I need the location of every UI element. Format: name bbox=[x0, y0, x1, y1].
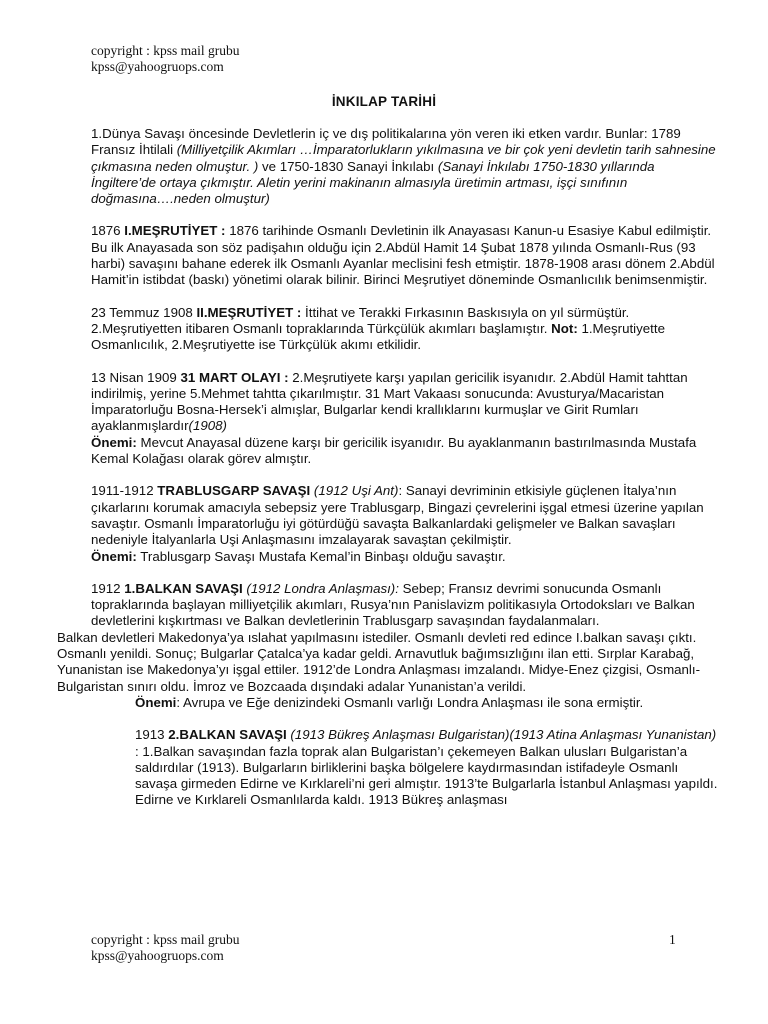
paragraph-31-march-incident bbox=[57, 370, 722, 435]
text: 2.Meşrutiyete karşı yapılan gericilik isyanıdır. 2.Abdül Hamit tahttan indirilmiş, yerine 5.Mehmet tahtta çıkarılmıştır. 31 Mart Vakaası sonucunda: Avusturya/Macaristan İmparatorluğu Bosna-Hersek’i almışlar, Bulgarlar kendi krallıklarını kurmuşlar ve Girit Rumları ayaklanmışlardır bbox=[91, 369, 688, 434]
section-heading: 31 MART OLAYI : bbox=[180, 369, 289, 385]
year: 1911-1912 bbox=[91, 483, 158, 499]
section-heading: 2.BALKAN SAVAŞI bbox=[168, 727, 287, 743]
italic-text: (1912 Londra Anlaşması): bbox=[242, 580, 399, 596]
text: Mevcut Anayasal düzene karşı bir gericilik isyanıdır. Bu ayaklanmanın bastırılmasında Mustafa Kemal Kolağası olarak görev almıştır. bbox=[91, 434, 697, 467]
page-title: İNKILAP TARİHİ bbox=[331, 94, 437, 109]
text: : Avrupa ve Eğe denizindeki Osmanlı varlığı Londra Anlaşması ile sona ermiştir. bbox=[176, 694, 644, 710]
paragraph-tripoli-importance bbox=[57, 549, 722, 565]
header-copyright: copyright : kpss mail grubu bbox=[91, 43, 240, 58]
italic-text: (1912 Uşi Ant) bbox=[310, 483, 399, 499]
section-heading: I.MEŞRUTİYET : bbox=[124, 223, 226, 239]
footer-copyright: copyright : kpss mail grubu bbox=[91, 932, 240, 947]
italic-text: (Milliyetçilik Akımları …İmparatorlukların yıkılmasına ve bir çok yeni devletin tarih sahnesine çıkmasına neden olmuştur. ) bbox=[91, 142, 716, 174]
italic-text: (1913 Bükreş Anlaşması Bulgaristan)(1913 Atina Anlaşması Yunanistan) bbox=[286, 727, 717, 743]
text: 1.Dünya Savaşı öncesinde Devletlerin iç ve dış politikalarına yön veren iki etken vardır. Bunlar: 1789 Fransız İhtilali bbox=[91, 126, 681, 158]
italic-text: (1908) bbox=[188, 418, 227, 434]
text: İttihat ve Terakki Fırkasının Baskısıyla on yıl sürmüştür. 2.Meşrutiyetten itibaren Osmanlı topraklarında Türkçülük akımları başlamıştır. bbox=[91, 304, 630, 336]
text: 1876 tarihinde Osmanlı Devletinin ilk Anayasası Kanun-u Esasiye Kabul edilmiştir. Bu ilk Anayasada son söz padişahın olduğu için 2.Abdül Hamit 14 Şubat 1878 yılında Osmanlı-Rus (93 harbi) savaşını bahane ederek ilk Osmanlı Ayanlar meclisini fesh etmiştir. 1878-1908 arası dönem 2.Abdül Hamit’in istibdat (baskı) yönetimi olarak bilinir. Birinci Meşrutiyet döneminde Osmanlıcılık benimsenmiştir. bbox=[91, 223, 715, 288]
year: 13 Nisan 1909 bbox=[91, 369, 181, 385]
text: ve 1750-1830 Sanayi İnkılabı bbox=[258, 158, 438, 174]
text: 1.Meşrutiyette Osmanlıcılık, 2.Meşrutiyette ise Türkçülük akımı etkilidir. bbox=[91, 320, 665, 353]
page-number: 1 bbox=[669, 932, 676, 947]
text: Sebep; Fransız devrimi sonucunda Osmanlı topraklarında başlayan milliyetçilik akımları, Rusya’nın Panislavizm politikasıyla Ortodoksları ve Balkan devletlerini kışkırtması ve Balkan devletlerinin Trablusgarp savaşından faydalanmaları. bbox=[91, 580, 695, 629]
year: 1912 bbox=[91, 580, 125, 596]
italic-text: (Sanayi İnkılabı 1750-1830 yıllarında İngiltere’de ortaya çıkmıştır. Aletin yerini makinanın almasıyla üretimin artması, işçi sınıfının doğmasına….neden olmuştur) bbox=[91, 158, 655, 207]
paragraph-second-constitutional-era bbox=[57, 305, 722, 354]
paragraph-second-balkan-war bbox=[57, 727, 722, 808]
footer-email: kpss@yahoogruops.com bbox=[91, 948, 224, 963]
header-email: kpss@yahoogruops.com bbox=[91, 59, 224, 74]
page-footer bbox=[91, 932, 691, 964]
document-body bbox=[57, 126, 722, 825]
section-heading: 1.BALKAN SAVAŞI bbox=[124, 580, 243, 596]
year: 1913 bbox=[135, 727, 169, 743]
paragraph-31-march-importance bbox=[57, 435, 722, 468]
section-heading: II.MEŞRUTİYET : bbox=[196, 304, 302, 320]
paragraph-first-constitutional-era bbox=[57, 223, 722, 288]
text: Trablusgarp Savaşı Mustafa Kemal’in Binbaşı olduğu savaştır. bbox=[136, 548, 506, 564]
importance-label: Önemi: bbox=[91, 548, 137, 564]
year: 1876 bbox=[91, 223, 125, 239]
page-header bbox=[91, 43, 240, 75]
paragraph-first-balkan-war-importance bbox=[57, 695, 722, 711]
section-heading: TRABLUSGARP SAVAŞI bbox=[157, 483, 311, 499]
paragraph-first-balkan-war bbox=[57, 581, 722, 630]
note-label: Not: bbox=[551, 320, 578, 336]
paragraph-first-balkan-war-details: Balkan devletleri Makedonya’ya ıslahat yapılmasını istediler. Osmanlı devleti red edince I.balkan savaşı çıktı. Osmanlı yenildi. Sonuç; Bulgarlar Çatalca’ya kadar geldi. Arnavutluk bağımsızlığını ilan etti. Sırplar Karabağ, Yunanistan ise Makedonya’yı işgal ettiler. 1912’de Londra Anlaşması imzalandı. Midye-Enez çizgisi, Osmanlı-Bulgaristan sınırı oldu. İmroz ve Bozcaada dışındaki adalar Yunanistan’a verildi. bbox=[57, 629, 701, 694]
year: 23 Temmuz 1908 bbox=[91, 304, 197, 320]
text: : 1.Balkan savaşından fazla toprak alan Bulgaristan’ı çekemeyen Balkan ulusları Bulgaristan’a saldırdılar (1913). Bulgarların birliklerini başka bölgelere kaydırmasından istifadeyle Osmanlı savaşa girmeden Edirne ve Kırklareli’ni geri almıştır. 1913’te Bulgarlarla İstanbul Anlaşması yapıldı. Edirne ve Kırklareli Osmanlılarda kaldı. 1913 Bükreş anlaşması bbox=[135, 743, 718, 808]
paragraph-ww1-factors bbox=[57, 126, 722, 207]
text: : Sanayi devriminin etkisiyle güçlenen İtalya’nın çıkarlarını korumak amacıyla sebepsiz yere Trablusgarp, Bingazi çevrelerini işgal etmesi üzerine yapılan savaştır. Osmanlı İmparatorluğu iyi götürdüğü savaşta Balkanlardaki gelişmeler ve Balkan savaşları nedeniyle İtalyanlarla Uşi Anlaşmasını imzalayarak savaştan çekilmiştir. bbox=[91, 483, 704, 548]
importance-label: Önemi: bbox=[91, 434, 137, 450]
importance-label: Önemi bbox=[135, 694, 177, 710]
paragraph-tripoli-war bbox=[57, 483, 722, 548]
